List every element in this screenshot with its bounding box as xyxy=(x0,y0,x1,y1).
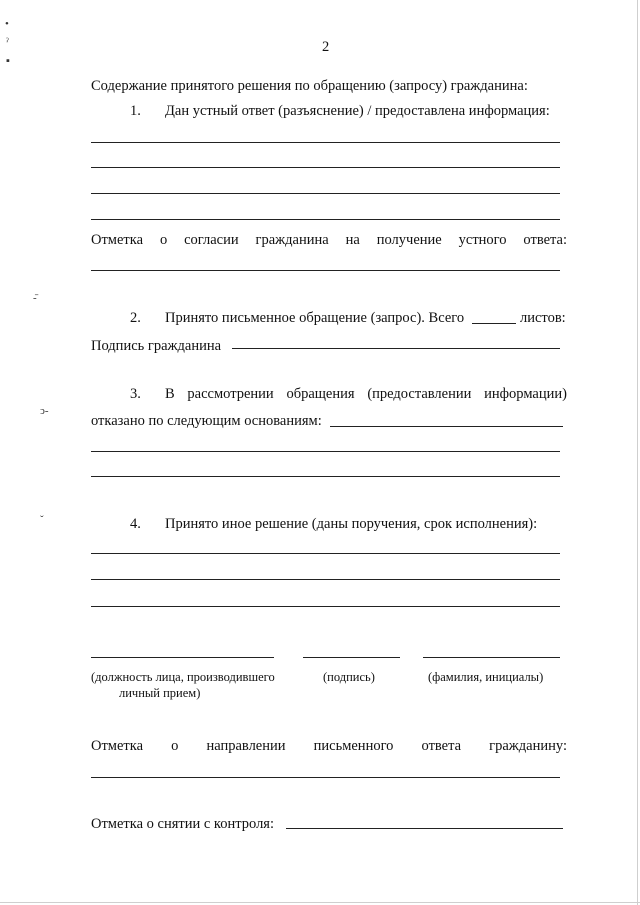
control-removal-blank xyxy=(286,828,563,829)
blank-line xyxy=(91,579,560,580)
scan-mark: -̄ xyxy=(33,292,37,304)
blank-line xyxy=(91,606,560,607)
word: о xyxy=(171,738,179,754)
word: Отметка xyxy=(91,738,144,754)
caption-position-line2: личный прием) xyxy=(119,686,201,700)
scan-mark: • xyxy=(5,18,9,30)
scan-mark: ˇ xyxy=(40,514,44,526)
blank-line xyxy=(91,167,560,168)
scan-mark: ˀ xyxy=(6,36,9,48)
word: на xyxy=(345,232,360,248)
blank-line xyxy=(91,553,560,554)
caption-signature: (подпись) xyxy=(323,670,375,684)
item4-text: Принято иное решение (даны поручения, срок исполнения): xyxy=(165,516,538,532)
word: устного xyxy=(458,232,507,248)
item4-number: 4. xyxy=(130,516,141,532)
word: согласии xyxy=(184,232,239,248)
word: гражданину: xyxy=(489,738,567,754)
page-number: 2 xyxy=(322,39,330,55)
word: ответа xyxy=(421,738,462,754)
consent-mark-label xyxy=(91,232,567,248)
blank-line xyxy=(91,193,560,194)
word: (предоставлении xyxy=(367,386,472,402)
section-heading: Содержание принятого решения по обращению (запросу) гражданина: xyxy=(91,78,528,94)
scan-mark: ▪ xyxy=(6,55,10,67)
response-mark-label xyxy=(91,738,567,754)
item1-number: 1. xyxy=(130,103,141,119)
word: получение xyxy=(376,232,442,248)
word: о xyxy=(159,232,168,248)
scan-edge-bottom xyxy=(0,902,640,903)
word: гражданина xyxy=(255,232,329,248)
caption-name: (фамилия, инициалы) xyxy=(428,670,544,684)
sheet-count-blank xyxy=(472,323,516,324)
blank-line xyxy=(330,426,563,427)
word: направлении xyxy=(206,738,286,754)
control-removal-label: Отметка о снятии с контроля: xyxy=(91,816,274,832)
caption-position-line1: (должность лица, производившего xyxy=(91,670,275,684)
word: В xyxy=(165,386,175,402)
signature-label: Подпись гражданина xyxy=(91,338,222,354)
blank-line xyxy=(91,270,560,271)
item3-number: 3. xyxy=(130,386,141,402)
word: Отметка xyxy=(91,232,144,248)
name-blank xyxy=(423,657,560,658)
blank-line xyxy=(91,142,560,143)
item2-suffix: листов: xyxy=(520,310,566,326)
word: письменного xyxy=(313,738,394,754)
blank-line xyxy=(91,476,560,477)
scan-edge-right xyxy=(637,0,638,905)
word: ответа: xyxy=(523,232,567,248)
blank-line xyxy=(91,451,560,452)
item3-line1 xyxy=(165,386,567,402)
word: информации) xyxy=(484,386,567,402)
item3-line2: отказано по следующим основаниям: xyxy=(91,413,322,429)
word: рассмотрении xyxy=(187,386,274,402)
blank-line xyxy=(91,777,560,778)
position-blank xyxy=(91,657,274,658)
signature-blank xyxy=(303,657,400,658)
blank-line xyxy=(91,219,560,220)
word: обращения xyxy=(286,386,355,402)
signature-blank xyxy=(232,348,560,349)
item2-text: Принято письменное обращение (запрос). Всего xyxy=(165,310,465,326)
scan-mark: ↄ- xyxy=(40,405,49,417)
item2-number: 2. xyxy=(130,310,141,326)
item1-text: Дан устный ответ (разъяснение) / предоставлена информация: xyxy=(165,103,550,119)
